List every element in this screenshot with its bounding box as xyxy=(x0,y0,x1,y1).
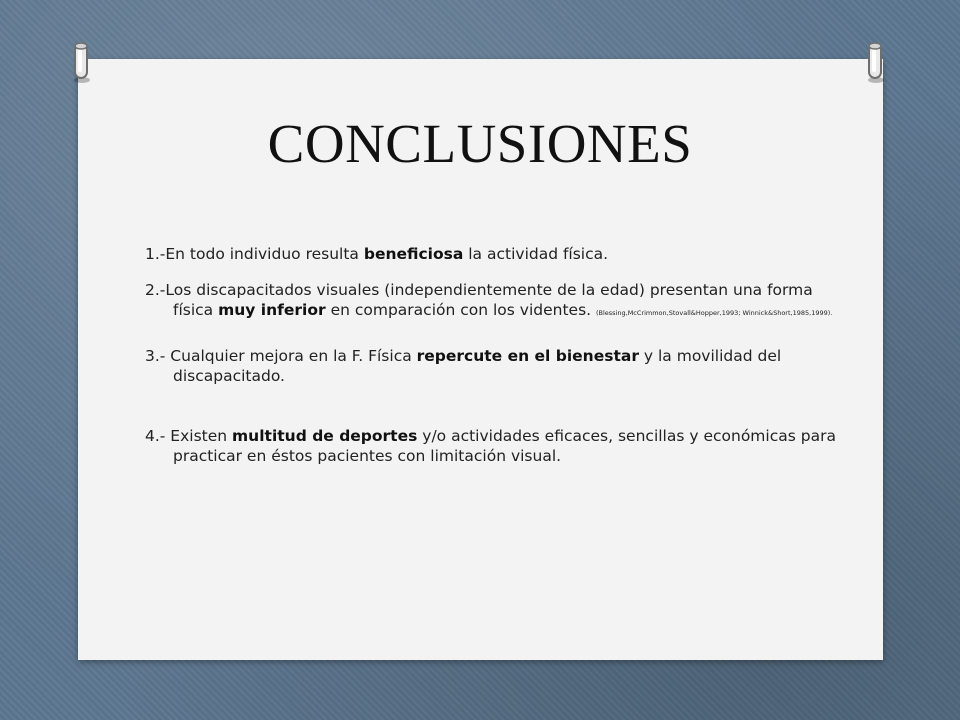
conclusion-4 xyxy=(145,426,845,466)
conclusion-emphasis: multitud de deportes xyxy=(232,427,418,445)
pushpin-icon xyxy=(860,40,890,84)
slide-title: CONCLUSIONES xyxy=(267,113,693,174)
conclusion-2 xyxy=(145,280,845,323)
conclusion-text: 2.-Los discapacitados visuales (independientemente de la edad) presentan una forma física xyxy=(145,281,813,319)
conclusion-text: la actividad física. xyxy=(463,245,609,263)
conclusions-list xyxy=(145,244,845,466)
conclusion-emphasis: beneficiosa xyxy=(363,245,464,263)
conclusion-text: 3.- Cualquier mejora en la F. Física xyxy=(145,347,417,365)
conclusion-emphasis: repercute en el bienestar xyxy=(416,347,639,365)
conclusion-emphasis: muy inferior xyxy=(218,301,326,319)
conclusion-text: 1.-En todo individuo resulta xyxy=(145,245,364,263)
conclusion-text: y la movilidad del discapacitado. xyxy=(173,347,782,385)
citation: (Blessing,McCrimmon,Stovall&Hopper,1993; Winnick&Short,1985,1999). xyxy=(596,309,833,317)
conclusion-text: en comparación con los videntes. xyxy=(325,301,596,319)
conclusion-1 xyxy=(145,244,845,264)
pushpin-icon xyxy=(66,40,96,84)
conclusion-text: 4.- Existen xyxy=(145,427,233,445)
conclusion-text: y/o actividades eficaces, sencillas y económicas para practicar en éstos pacientes con limitación visual. xyxy=(173,427,836,465)
conclusion-3 xyxy=(145,346,845,386)
